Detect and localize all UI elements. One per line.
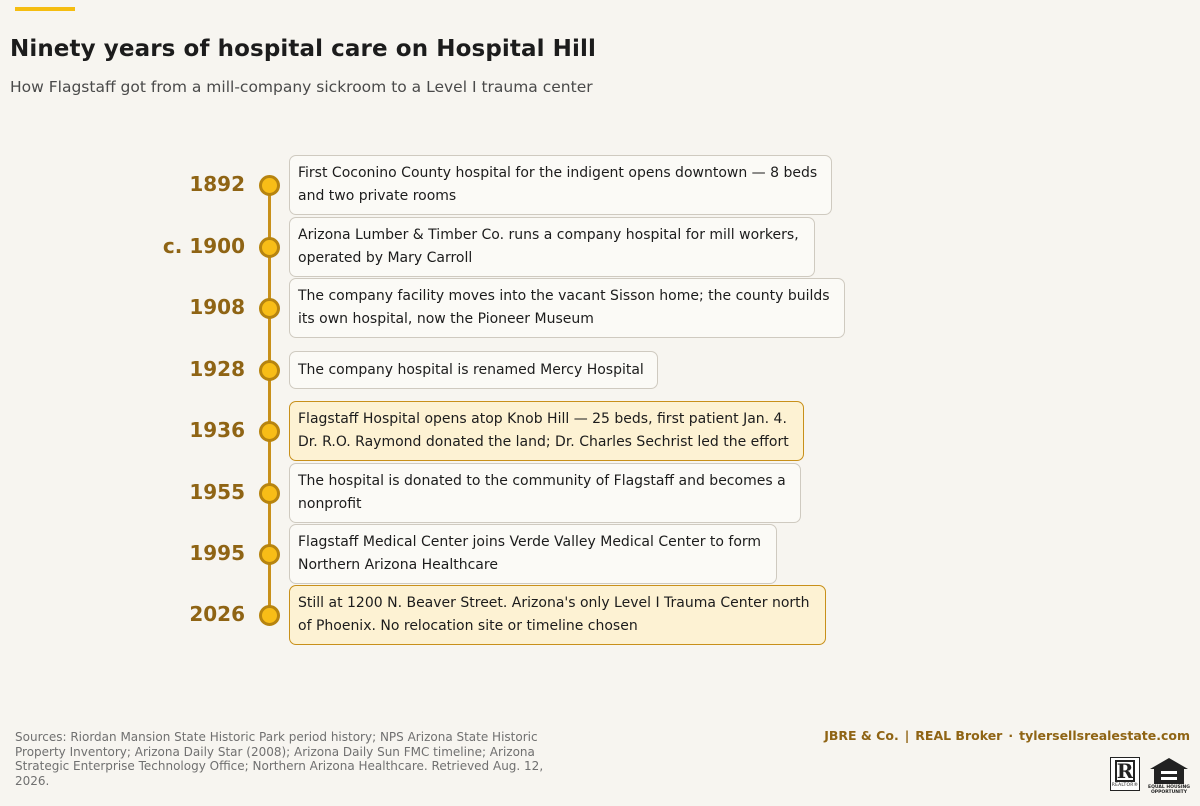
timeline-node [259, 175, 280, 196]
timeline-node [259, 605, 280, 626]
brand-website: tylersellsrealestate.com [1019, 728, 1190, 743]
timeline-card-highlighted [289, 401, 804, 461]
timeline-card-text-line2: and two private rooms [298, 187, 457, 204]
timeline-card-text-line1: Arizona Lumber & Timber Co. runs a company hospital for mill workers, [298, 227, 799, 243]
timeline-card-text-line1: Flagstaff Medical Center joins Verde Valley Medical Center to form [298, 534, 762, 550]
timeline-node [259, 360, 280, 381]
brand-line [824, 728, 1190, 743]
realtor-r-icon: R [1116, 759, 1134, 783]
timeline-card [289, 278, 845, 338]
timeline-year: 1928 [189, 357, 245, 381]
timeline-card-text-line1: Still at 1200 N. Beaver Street. Arizona's only Level I Trauma Center north [298, 595, 810, 611]
timeline-card [289, 463, 801, 523]
timeline-year: 2026 [189, 602, 245, 626]
timeline-card-text-line1: The company hospital is renamed Mercy Hospital [298, 361, 644, 378]
timeline-year: c. 1900 [162, 234, 245, 258]
timeline-card [289, 351, 658, 389]
brand-company: JBRE & Co. [824, 728, 899, 743]
timeline-year: 1892 [189, 172, 245, 196]
timeline-card-text-line2: nonprofit [298, 495, 362, 512]
timeline-card-text-line1: Flagstaff Hospital opens atop Knob Hill — 25 beds, first patient Jan. 4. [298, 411, 787, 427]
timeline-year: 1936 [189, 418, 245, 442]
timeline-node [259, 421, 280, 442]
timeline-node [259, 483, 280, 504]
timeline-card-text-line2: of Phoenix. No relocation site or timeline chosen [298, 617, 638, 634]
realtor-caption: REALTOR® [1111, 783, 1139, 788]
page-subtitle: How Flagstaff got from a mill-company sickroom to a Level I trauma center [10, 78, 593, 96]
timeline-card-text-line2: operated by Mary Carroll [298, 249, 473, 266]
timeline-card-text-line2: its own hospital, now the Pioneer Museum [298, 310, 594, 327]
brand-dot: · [1008, 728, 1014, 743]
timeline-node [259, 544, 280, 565]
timeline-card-text-line2: Dr. R.O. Raymond donated the land; Dr. Charles Sechrist led the effort [298, 433, 789, 450]
timeline-card [289, 217, 815, 277]
equal-housing-logo [1148, 757, 1190, 797]
eho-caption-2: OPPORTUNITY [1150, 790, 1187, 795]
accent-bar [15, 7, 75, 11]
compliance-logos [1110, 757, 1190, 797]
timeline-year: 1955 [189, 480, 245, 504]
timeline-card-text-line1: First Coconino County hospital for the indigent opens downtown — 8 beds [298, 165, 818, 181]
timeline-card [289, 524, 777, 584]
timeline-card-highlighted [289, 585, 826, 645]
eho-caption-1: EQUAL HOUSING [1148, 785, 1190, 790]
timeline-node [259, 237, 280, 258]
brand-separator: | [904, 728, 910, 743]
page-title: Ninety years of hospital care on Hospital Hill [10, 36, 596, 62]
brand-broker: REAL Broker [915, 728, 1003, 743]
sources-note: Sources: Riordan Mansion State Historic Park period history; NPS Arizona State Historic Property Inventory; Arizona Daily Star (2008); Arizona Daily Sun FMC timeline; Arizona Strategic Enterprise Technology Office; Northern Arizona Healthcare. Retrieved Aug. 12, 2026. [15, 730, 544, 788]
timeline-card [289, 155, 832, 215]
timeline-year: 1908 [189, 295, 245, 319]
timeline-card-text-line1: The hospital is donated to the community of Flagstaff and becomes a [298, 473, 786, 489]
timeline-card-text-line1: The company facility moves into the vacant Sisson home; the county builds [298, 288, 830, 304]
realtor-logo [1110, 757, 1140, 791]
timeline-node [259, 298, 280, 319]
equal-housing-icon [1149, 757, 1189, 785]
timeline-card-text-line2: Northern Arizona Healthcare [298, 556, 498, 573]
timeline-year: 1995 [189, 541, 245, 565]
